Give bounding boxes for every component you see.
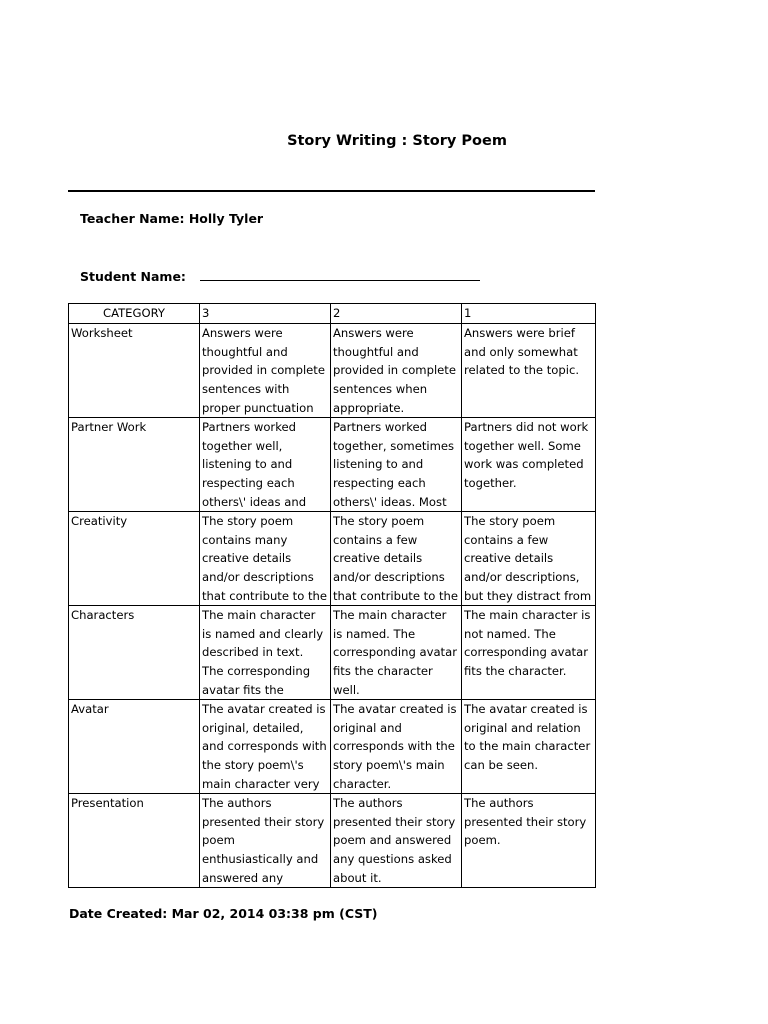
rubric-cell bbox=[331, 417, 462, 511]
cell-text: Creativity bbox=[71, 513, 128, 528]
cell-text: Answers were brief and only somewhat related to the topic. bbox=[464, 325, 580, 378]
rubric-cell bbox=[200, 793, 331, 887]
student-name-line bbox=[80, 268, 480, 284]
row-category bbox=[69, 793, 200, 887]
rubric-cell bbox=[331, 511, 462, 605]
date-created: Date Created: Mar 02, 2014 03:38 pm (CST) bbox=[69, 906, 378, 921]
header-category: CATEGORY bbox=[69, 304, 200, 324]
row-category bbox=[69, 699, 200, 793]
student-name-blank bbox=[200, 268, 480, 281]
cell-text: Partners worked together, sometimes listening to and respecting each others\' ideas. Most bbox=[333, 419, 455, 509]
rubric-cell bbox=[462, 323, 596, 417]
rubric-cell bbox=[331, 605, 462, 699]
cell-text: Partner Work bbox=[71, 419, 147, 434]
rubric-cell bbox=[331, 323, 462, 417]
header-score-2: 2 bbox=[331, 304, 462, 324]
cell-text: The story poem contains many creative details and/or descriptions that contribute to the bbox=[202, 513, 328, 603]
cell-text: The main character is named and clearly described in text. The corresponding avatar fits the bbox=[202, 607, 324, 697]
cell-text: The authors presented their story poem enthusiastically and answered any bbox=[202, 795, 325, 885]
header-score-1: 1 bbox=[462, 304, 596, 324]
cell-text: The avatar created is original, detailed, and corresponds with the story poem\'s main character very bbox=[202, 701, 327, 791]
table-row bbox=[69, 605, 596, 699]
cell-text: Avatar bbox=[71, 701, 109, 716]
cell-text: Worksheet bbox=[71, 325, 133, 340]
teacher-name-label: Teacher Name: bbox=[80, 211, 185, 226]
row-category bbox=[69, 323, 200, 417]
rubric-cell bbox=[331, 793, 462, 887]
cell-text: Partners did not work together well. Some work was completed together. bbox=[464, 419, 589, 491]
rubric-cell bbox=[331, 699, 462, 793]
table-row bbox=[69, 417, 596, 511]
rubric-cell bbox=[462, 417, 596, 511]
table-row bbox=[69, 699, 596, 793]
rubric-cell bbox=[200, 699, 331, 793]
row-category bbox=[69, 511, 200, 605]
rubric-cell bbox=[462, 793, 596, 887]
row-category bbox=[69, 605, 200, 699]
rubric-cell bbox=[200, 417, 331, 511]
title-divider bbox=[68, 190, 595, 192]
cell-text: Characters bbox=[71, 607, 135, 622]
row-category bbox=[69, 417, 200, 511]
table-row bbox=[69, 323, 596, 417]
page-title: Story Writing : Story Poem bbox=[287, 133, 507, 149]
cell-text: The authors presented their story poem. bbox=[464, 795, 587, 848]
teacher-name-value: Holly Tyler bbox=[188, 211, 264, 226]
teacher-name-line bbox=[80, 211, 263, 226]
cell-text: The story poem contains a few creative details and/or descriptions that contribute to the bbox=[333, 513, 459, 603]
cell-text: The main character is not named. The corresponding avatar fits the character. bbox=[464, 607, 591, 679]
rubric-table bbox=[68, 303, 596, 888]
cell-text: Answers were thoughtful and provided in complete sentences when appropriate. bbox=[333, 325, 456, 415]
table-row bbox=[69, 511, 596, 605]
student-name-label: Student Name: bbox=[80, 269, 186, 284]
cell-text: The main character is named. The corresponding avatar fits the character well. bbox=[333, 607, 457, 697]
cell-text: The avatar created is original and relation to the main character can be seen. bbox=[464, 701, 591, 773]
cell-text: The avatar created is original and corresponds with the story poem\'s main character. bbox=[333, 701, 457, 791]
cell-text: The authors presented their story poem and answered any questions asked about it. bbox=[333, 795, 456, 885]
table-row bbox=[69, 793, 596, 887]
rubric-cell bbox=[462, 511, 596, 605]
rubric-cell bbox=[200, 605, 331, 699]
rubric-cell bbox=[462, 605, 596, 699]
cell-text: Partners worked together well, listening to and respecting each others\' ideas and bbox=[202, 419, 307, 509]
rubric-cell bbox=[200, 511, 331, 605]
cell-text: The story poem contains a few creative details and/or descriptions, but they distract from bbox=[464, 513, 592, 603]
rubric-cell bbox=[462, 699, 596, 793]
rubric-header-row bbox=[69, 304, 596, 324]
header-score-3: 3 bbox=[200, 304, 331, 324]
rubric-cell bbox=[200, 323, 331, 417]
cell-text: Answers were thoughtful and provided in complete sentences with proper punctuation bbox=[202, 325, 325, 415]
cell-text: Presentation bbox=[71, 795, 144, 810]
